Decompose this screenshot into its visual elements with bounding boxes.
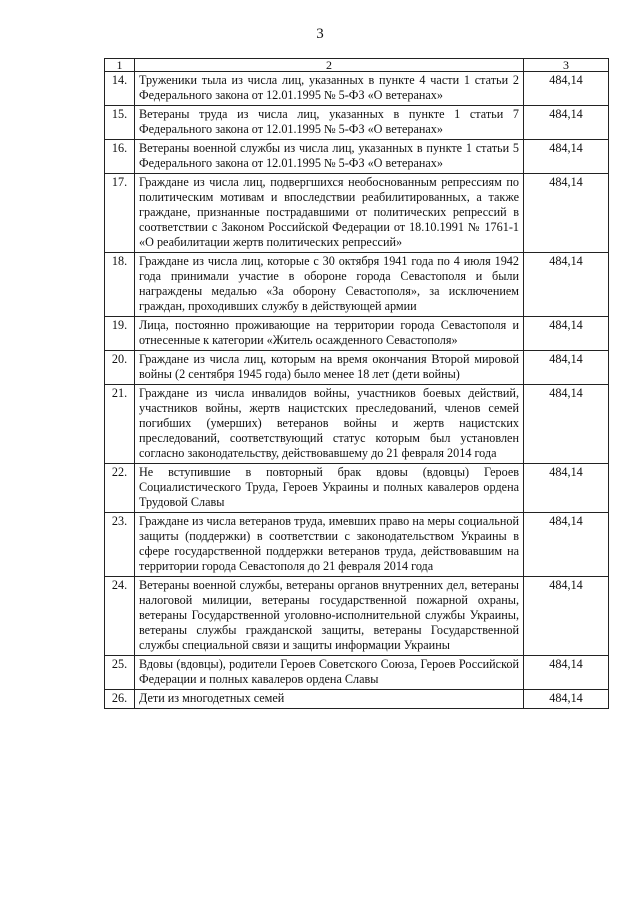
row-category-text: Дети из многодетных семей — [135, 690, 524, 709]
row-category-text: Граждане из числа лиц, которым на время окончания Второй мировой войны (2 сентября 1945 года) было менее 18 лет (дети войны) — [135, 351, 524, 385]
row-category-text: Труженики тыла из числа лиц, указанных в пункте 4 части 1 статьи 2 Федерального закона от 12.01.1995 № 5-ФЗ «О ветеранах» — [135, 72, 524, 106]
table-row — [105, 385, 609, 464]
table-row — [105, 106, 609, 140]
row-amount: 484,14 — [524, 351, 609, 385]
row-amount: 484,14 — [524, 690, 609, 709]
row-category-text: Ветераны военной службы, ветераны органов внутренних дел, ветераны налоговой милиции, ветераны государственной пожарной охраны, ветераны Государственной уголовно-исполнительной службы Украины, ветераны службы гражданской защиты, ветераны Государственной службы специальной связи и защиты информации Украины — [135, 577, 524, 656]
row-amount: 484,14 — [524, 253, 609, 317]
table-row — [105, 656, 609, 690]
benefits-table — [104, 58, 609, 709]
row-number: 25. — [105, 656, 135, 690]
table-row — [105, 690, 609, 709]
row-category-text: Вдовы (вдовцы), родители Героев Советского Союза, Героев Российской Федерации и полных кавалеров ордена Славы — [135, 656, 524, 690]
row-number: 24. — [105, 577, 135, 656]
table-header-row — [105, 59, 609, 72]
table-row — [105, 351, 609, 385]
row-number: 26. — [105, 690, 135, 709]
table-row — [105, 577, 609, 656]
row-amount: 484,14 — [524, 385, 609, 464]
page-number: 3 — [316, 26, 324, 42]
table-row — [105, 317, 609, 351]
row-amount: 484,14 — [524, 106, 609, 140]
column-header-amount: 3 — [524, 59, 609, 72]
column-header-number: 1 — [105, 59, 135, 72]
row-category-text: Ветераны труда из числа лиц, указанных в пункте 1 статьи 7 Федерального закона от 12.01.1995 № 5-ФЗ «О ветеранах» — [135, 106, 524, 140]
row-number: 14. — [105, 72, 135, 106]
row-category-text: Лица, постоянно проживающие на территории города Севастополя и отнесенные к категории «Житель осажденного Севастополя» — [135, 317, 524, 351]
row-number: 18. — [105, 253, 135, 317]
row-category-text: Граждане из числа инвалидов войны, участников боевых действий, участников войны, жертв нацистских преследований, членов семей погибших (умерших) ветеранов войны и жертв нацистских преследований, соответствующий статус которым был установлен согласно законодательству, действовавшему до 21 февраля 2014 года — [135, 385, 524, 464]
table-row — [105, 253, 609, 317]
row-category-text: Ветераны военной службы из числа лиц, указанных в пункте 1 статьи 5 Федерального закона от 12.01.1995 № 5-ФЗ «О ветеранах» — [135, 140, 524, 174]
row-amount: 484,14 — [524, 513, 609, 577]
row-category-text: Не вступившие в повторный брак вдовы (вдовцы) Героев Социалистического Труда, Героев Украины и полных кавалеров ордена Трудовой Славы — [135, 464, 524, 513]
row-amount: 484,14 — [524, 174, 609, 253]
row-amount: 484,14 — [524, 72, 609, 106]
table-body — [105, 72, 609, 709]
table-row — [105, 513, 609, 577]
table-row — [105, 464, 609, 513]
row-category-text: Граждане из числа лиц, которые с 30 октября 1941 года по 4 июля 1942 года принимали участие в обороне города Севастополя и были награждены медалью «За оборону Севастополя», за исключением граждан, проходивших службу в действующей армии — [135, 253, 524, 317]
row-category-text: Граждане из числа ветеранов труда, имевших право на меры социальной защиты (поддержки) в соответствии с законодательством Украины в сфере государственной поддержки ветеранов труда, действовавшим на территории города Севастополя до 21 февраля 2014 года — [135, 513, 524, 577]
row-category-text: Граждане из числа лиц, подвергшихся необоснованным репрессиям по политическим мотивам и впоследствии реабилитированных, а также граждане, признанные пострадавшими от политических репрессий в соответствии с Законом Российской Федерации от 18.10.1991 № 1761-1 «О реабилитации жертв политических репрессий» — [135, 174, 524, 253]
table-row — [105, 72, 609, 106]
row-number: 19. — [105, 317, 135, 351]
row-amount: 484,14 — [524, 577, 609, 656]
column-header-category: 2 — [135, 59, 524, 72]
row-number: 21. — [105, 385, 135, 464]
row-number: 17. — [105, 174, 135, 253]
table-row — [105, 174, 609, 253]
row-number: 15. — [105, 106, 135, 140]
table-row — [105, 140, 609, 174]
row-amount: 484,14 — [524, 317, 609, 351]
row-number: 23. — [105, 513, 135, 577]
row-number: 20. — [105, 351, 135, 385]
row-number: 22. — [105, 464, 135, 513]
row-number: 16. — [105, 140, 135, 174]
row-amount: 484,14 — [524, 656, 609, 690]
row-amount: 484,14 — [524, 464, 609, 513]
row-amount: 484,14 — [524, 140, 609, 174]
